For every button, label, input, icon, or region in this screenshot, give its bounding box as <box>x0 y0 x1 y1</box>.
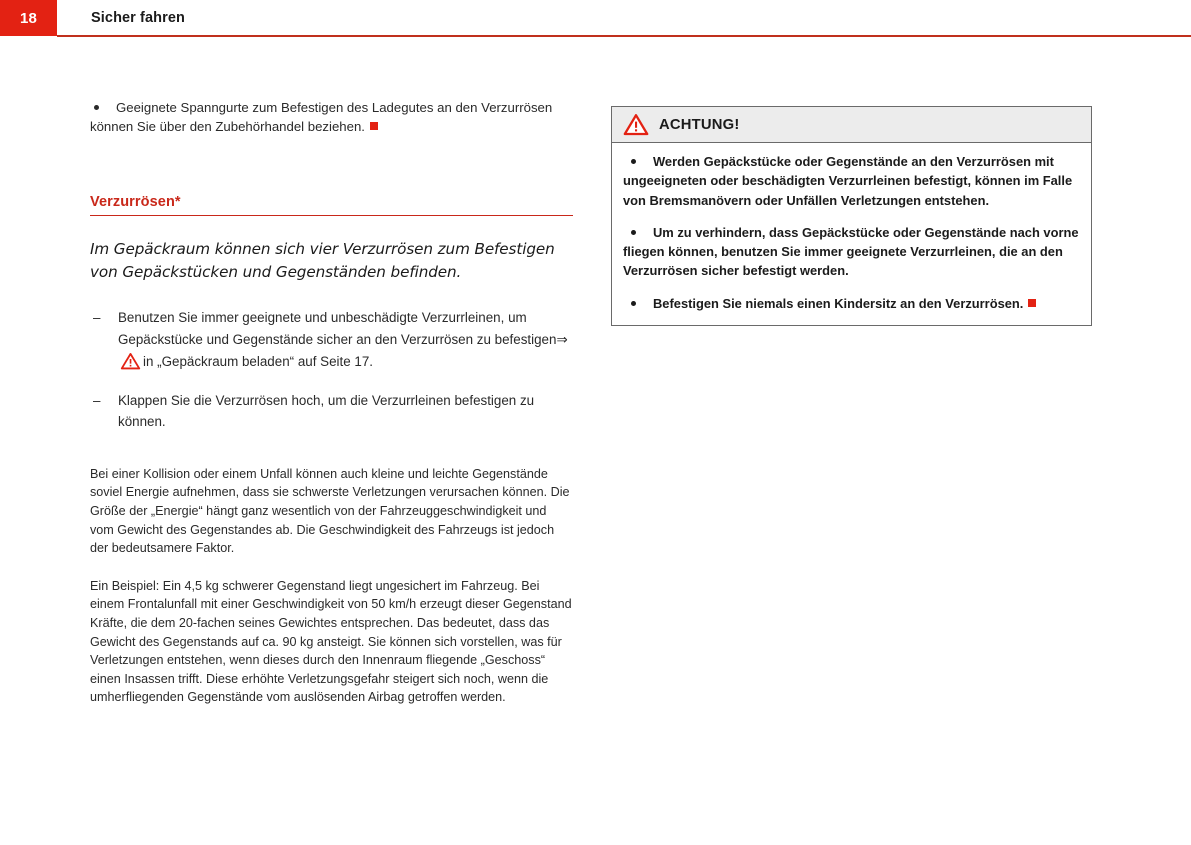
list-item-text-after: in „Gepäckraum beladen“ auf Seite 17. <box>143 354 374 370</box>
end-of-section-marker-icon <box>1028 299 1036 307</box>
bullet-dot-icon <box>631 159 636 164</box>
header-divider <box>57 35 1191 37</box>
page-header <box>0 0 1191 37</box>
right-column <box>611 106 1094 326</box>
warning-triangle-icon <box>120 352 141 370</box>
bullet-dot-icon <box>631 301 636 306</box>
body-paragraphs <box>90 465 573 707</box>
intro-bullet-text: Geeignete Spanngurte zum Befestigen des Ladegutes an den Verzurrösen können Sie über den Zubehörhandel beziehen. <box>90 100 553 134</box>
double-arrow-right-icon: ⇒ <box>556 332 568 348</box>
list-item <box>90 307 573 373</box>
section-heading-group <box>90 194 573 216</box>
warning-box-title: ACHTUNG! <box>659 116 740 133</box>
bullet-dot-icon <box>631 230 636 235</box>
warning-bullet-item <box>623 152 1080 210</box>
paragraph: Ein Beispiel: Ein 4,5 kg schwerer Gegenstand liegt ungesichert im Fahrzeug. Bei einem Frontalunfall mit einer Geschwindigkeit von 50 km/h erzeugt dieser Gegenstand Kräfte, die dem 20-fachen seines Gewichtes entsprechen. Das bedeutet, dass das Gewicht des Gegenstands auf ca. 90 kg ansteigt. Sie können sich vorstellen, was für Verletzungen entstehen, wenn dieses durch den Innenraum fliegende „Geschoss“ einen Insassen trifft. Diese erhöhte Verletzungsgefahr steigert sich noch, wenn die umherfliegenden Gegenstände vom auslösenden Airbag getroffen werden. <box>90 578 572 705</box>
end-of-section-marker-icon <box>370 122 378 130</box>
section-heading: Verzurrösen* <box>90 194 181 210</box>
warning-bullet-item <box>623 294 1080 313</box>
dash-mark-icon: – <box>93 310 101 326</box>
section-heading-rule <box>90 215 573 216</box>
left-column <box>90 98 573 707</box>
dash-mark-icon: – <box>93 392 101 408</box>
warning-bullet-item <box>623 223 1080 281</box>
warning-bullet-text: Um zu verhindern, dass Gepäckstücke oder Gegenstände nach vorne fliegen können, benutzen Sie immer geeignete Verzurrleinen, die an den Verzurrösen sicher befestigt werden. <box>623 224 1079 279</box>
warning-box <box>611 106 1092 326</box>
section-lead-paragraph: Im Gepäckraum können sich vier Verzurrösen zum Befestigen von Gepäckstücken und Gegenständen befinden. <box>90 240 555 281</box>
list-item-text-before: Benutzen Sie immer geeignete und unbeschädigte Verzurrleinen, um Gepäckstücke und Gegenstände sicher an den Verzurrösen zu befestigen <box>118 310 557 347</box>
bullet-dot-icon <box>94 105 99 110</box>
intro-bullet-item <box>90 98 573 136</box>
paragraph: Bei einer Kollision oder einem Unfall können auch kleine und leichte Gegenstände soviel Energie aufnehmen, dass sie schwerste Verletzungen verursachen können. Die Größe der „Energie“ hängt ganz wesentlich von der Fahrzeuggeschwindigkeit und vom Gewicht des Gegenstandes ab. Die Geschwindigkeit des Fahrzeugs ist jedoch der bedeutsamere Faktor. <box>90 466 570 556</box>
page-title: Sicher fahren <box>91 10 185 26</box>
dash-list <box>90 307 573 433</box>
warning-box-header <box>612 107 1091 143</box>
page-number: 18 <box>0 0 57 36</box>
warning-bullet-text: Befestigen Sie niemals einen Kindersitz an den Verzurrösen. <box>623 294 1080 313</box>
warning-box-body <box>612 143 1091 325</box>
list-item <box>90 390 573 433</box>
list-item-text-before: Klappen Sie die Verzurrösen hoch, um die Verzurrleinen befestigen zu können. <box>118 392 535 430</box>
warning-bullet-text: Werden Gepäckstücke oder Gegenstände an den Verzurrösen mit ungeeigneten oder beschädigten Verzurrleinen befestigt, können im Falle von Bremsmanövern oder Unfällen Verletzungen entstehen. <box>623 154 1073 208</box>
warning-triangle-icon <box>623 113 649 136</box>
